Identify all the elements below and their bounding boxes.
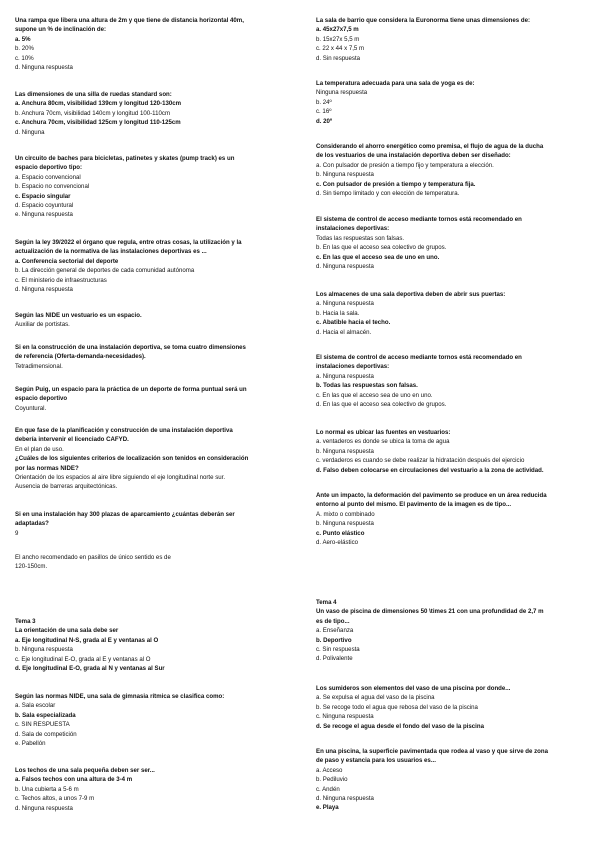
text-line: es de tipo...: [316, 617, 350, 625]
text-line: a. 5%: [15, 35, 31, 43]
text-line: a. Anchura 80cm, visibilidad 139cm y longitud 120-130cm: [15, 100, 182, 108]
text-line: Los almacenes de una sala deportiva deben de abrir sus puertas:: [316, 291, 506, 298]
text-line: En el plan de uso.: [15, 445, 64, 453]
text-line: Ninguna respuesta: [316, 89, 368, 97]
text-line: d. Sala de competición: [15, 730, 77, 738]
text-line: c. En las que el acceso sea de uno en uno.: [316, 253, 440, 261]
text-line: d. Ninguna respuesta: [316, 263, 374, 271]
question-block: [15, 16, 285, 72]
text-line: de referencia (Oferta-demanda-necesidades).: [15, 353, 146, 361]
text-line: espacio deportivo: [15, 395, 68, 403]
text-line: c. Sin respuesta: [316, 646, 360, 654]
text-line: Las dimensiones de una silla de ruedas standard son:: [15, 91, 172, 98]
text-line: Según las NIDE un vestuario es un espacio.: [15, 312, 142, 319]
text-line: c. 22 x 44 x 7,5 m: [316, 45, 365, 53]
text-line: a. Acceso: [316, 766, 343, 774]
text-line: a. Eje longitudinal N-S, grada al E y ventanas al O: [15, 636, 159, 644]
text-line: d. Ninguna respuesta: [15, 286, 73, 294]
text-line: Según Puig, un espacio para la práctica de un deporte de forma puntual será un: [15, 386, 247, 393]
question-block: [15, 385, 285, 413]
text-line: La temperatura adecuada para una sala de yoga es de:: [316, 80, 475, 87]
text-line: b. Ninguna respuesta: [316, 171, 374, 179]
question-block: [316, 79, 586, 126]
question-block: [316, 428, 586, 475]
question-block: [15, 90, 285, 137]
question-block: [15, 311, 285, 330]
text-line: Si en una instalación hay 300 plazas de aparcamiento ¿cuántas deberán ser: [15, 511, 235, 518]
text-line: 120-150cm.: [15, 563, 48, 571]
text-line: de paso y estancia para los usuarios es...: [316, 757, 436, 765]
text-line: c. Anchura 70cm, visibilidad 125cm y longitud 110-125cm: [15, 119, 181, 127]
text-line: c. Eje longitudinal E-O, grada al E y ventanas al O: [15, 655, 151, 663]
text-line: Considerando el ahorro energético como premisa, el flujo de agua de la ducha: [316, 143, 544, 150]
text-line: c. En las que el acceso sea de uno en uno.: [316, 391, 433, 399]
question-block: [15, 692, 285, 748]
text-line: c. SIN RESPUESTA: [15, 721, 70, 729]
text-line: c. 16º: [316, 108, 332, 116]
question-block: [15, 510, 285, 538]
text-line: b. Una cubierta a 5-6 m: [15, 785, 79, 793]
text-line: b. En las que el acceso sea colectivo de grupos.: [316, 244, 447, 252]
text-line: debería intervenir el licenciado CAFYD.: [15, 436, 129, 444]
text-line: c. verdaderos es cuando se debe realizar la hidratación después del ejercicio: [316, 457, 525, 465]
text-line: c. 10%: [15, 54, 34, 62]
text-line: d. Polivalente: [316, 655, 353, 663]
text-line: b. 20%: [15, 45, 34, 53]
text-line: d. Aero-elástico: [316, 539, 359, 547]
text-line: Orientación de los espacios al aire libre siguiendo el eje longitudinal norte sur.: [15, 474, 226, 482]
question-block: [316, 491, 586, 547]
text-line: adaptadas?: [15, 520, 49, 528]
text-line: d. 20º: [316, 117, 333, 125]
text-line: a. Falsos techos con una altura de 3-4 m: [15, 776, 133, 784]
text-line: Tema 3: [15, 618, 36, 625]
text-line: d. Falso deben colocarse en circulaciones del vestuario a la zona de actividad.: [316, 466, 544, 474]
text-line: d. Ninguna respuesta: [15, 804, 73, 812]
question-block: [15, 426, 285, 492]
text-line: a. Ninguna respuesta: [316, 300, 374, 308]
text-line: Todas las respuestas son falsas.: [316, 234, 405, 242]
question-block: [15, 553, 285, 572]
text-line: a. Enseñanza: [316, 627, 354, 635]
text-line: a. Espacio convencional: [15, 173, 81, 181]
question-block: [15, 238, 285, 294]
text-line: b. Sala especializada: [15, 711, 76, 719]
text-line: c. Ninguna respuesta: [316, 713, 374, 721]
text-line: c. Espacio singular: [15, 192, 71, 200]
question-block: [316, 747, 586, 813]
text-line: b. Todas las respuestas son falsas.: [316, 382, 418, 390]
text-line: d. Espacio coyuntural: [15, 202, 74, 210]
text-line: Si en la construcción de una instalación deportiva, se toma cuatro dimensiones: [15, 344, 246, 351]
text-line: d. Sin respuesta: [316, 54, 361, 62]
text-line: d. Se recoge el agua desde el fondo del vaso de la piscina: [316, 722, 484, 730]
text-line: Lo normal es ubicar las fuentes en vestuarios:: [316, 429, 451, 436]
text-line: b. Se recoge todo el agua que rebosa del vaso de la piscina: [316, 703, 478, 711]
text-line: d. Ninguna respuesta: [15, 64, 73, 72]
text-line: c. Techos altos, a unos 7-9 m: [15, 795, 95, 803]
text-line: a. Conferencia sectorial del deporte: [15, 257, 119, 265]
text-line: La orientación de una sala debe ser: [15, 627, 119, 635]
text-line: por las normas NIDE?: [15, 464, 79, 472]
text-line: d. Ninguna: [15, 128, 45, 136]
text-line: b. 24º: [316, 98, 332, 106]
question-block: [15, 154, 285, 220]
text-line: instalaciones deportivas:: [316, 363, 390, 371]
text-line: La sala de barrio que considera la Euronorma tiene unas dimensiones de:: [316, 17, 531, 24]
text-line: c. El ministerio de infraestructuras: [15, 276, 107, 284]
question-block: [316, 215, 586, 271]
text-line: Una rampa que libera una altura de 2m y que tiene de distancia horizontal 40m,: [15, 17, 244, 24]
text-line: El sistema de control de acceso mediante tornos está recomendado en: [316, 354, 522, 361]
text-line: actualización de la normativa de las instalaciones deportivas es ...: [15, 248, 207, 256]
text-line: b. Hacia la sala.: [316, 309, 360, 317]
text-line: c. Con pulsador de presión a tiempo y temperatura fija.: [316, 180, 476, 188]
text-line: a. Ninguna respuesta: [316, 372, 374, 380]
text-line: b. Anchura 70cm, visibilidad 140cm y longitud 100-110cm: [15, 109, 171, 117]
question-block: [316, 290, 586, 337]
text-line: e. Playa: [316, 804, 339, 812]
question-block: [316, 142, 586, 198]
text-line: a. ventaderos es donde se ubica la toma de agua: [316, 438, 450, 446]
text-line: A. mixto o combinado: [316, 510, 375, 518]
text-line: c. Abatible hacia el techo.: [316, 319, 391, 327]
text-line: espacio deportivo tipo:: [15, 164, 83, 172]
text-line: b. 15x27x 5,5 m: [316, 35, 360, 43]
question-block: [15, 343, 285, 371]
text-line: b. Ninguna respuesta: [316, 520, 374, 528]
text-line: d. Ninguna respuesta: [316, 795, 374, 803]
question-block: [316, 684, 586, 731]
text-line: b. Pediluvio: [316, 776, 348, 784]
text-line: Los sumideros son elementos del vaso de una piscina por donde...: [316, 685, 511, 692]
text-line: Ausencia de barreras arquitectónicas.: [15, 483, 118, 491]
question-block: [15, 766, 285, 813]
text-line: Según las normas NIDE, una sala de gimnasia rítmica se clasifica como:: [15, 693, 225, 700]
text-line: Tema 4: [316, 599, 337, 606]
text-line: Coyuntural.: [15, 404, 47, 412]
text-line: b. Ninguna respuesta: [15, 646, 73, 654]
text-line: d. Sin tiempo limitado y con elección de temperatura.: [316, 190, 460, 198]
text-line: instalaciones deportivas:: [316, 225, 390, 233]
text-line: e. Ninguna respuesta: [15, 211, 73, 219]
question-block: [316, 598, 586, 664]
text-line: Los techos de una sala pequeña deben ser ser...: [15, 767, 155, 774]
question-block: [316, 353, 586, 409]
text-line: Un circuito de baches para bicicletas, patinetes y skates (pump track) es un: [15, 155, 235, 162]
text-line: supone un % de inclinación de:: [15, 26, 107, 34]
text-line: En una piscina, la superficie pavimentada que rodea al vaso y que sirve de zona: [316, 748, 548, 755]
text-line: de los vestuarios de una instalación deportiva deben ser diseñado:: [316, 152, 511, 160]
text-line: c. Punto elástico: [316, 529, 365, 537]
question-block: [316, 16, 586, 63]
text-line: c. Andén: [316, 785, 340, 793]
text-line: Tetradimensional.: [15, 362, 63, 370]
text-line: d. Hacia el almacén.: [316, 328, 372, 336]
text-line: Ante un impacto, la deformación del pavimento se produce en un área reducida: [316, 492, 547, 499]
text-line: a. Se expulsa el agua del vaso de la piscina: [316, 694, 435, 702]
text-line: b. Espacio no convencional: [15, 183, 90, 191]
text-line: Un vaso de piscina de dimensiones 50 \times 21 con una profundidad de 2,7 m: [316, 608, 544, 616]
text-line: e. Pabellón: [15, 740, 46, 748]
text-line: entorno al punto del mismo. El pavimento de la imagen es de tipo...: [316, 501, 512, 509]
text-line: b. Deportivo: [316, 636, 352, 644]
text-line: ¿Cuáles de los siguientes criterios de localización son tenidos en consideración: [15, 455, 249, 463]
text-line: a. Con pulsador de presión a tiempo fijo y temperatura a elección.: [316, 161, 494, 169]
text-line: El ancho recomendado en pasillos de único sentido es de: [15, 554, 171, 561]
text-line: Según la ley 39/2022 el órgano que regula, entre otras cosas, la utilización y la: [15, 239, 242, 246]
text-line: a. Sala escolar: [15, 702, 56, 710]
text-line: Auxiliar de portistas.: [15, 321, 70, 329]
text-line: a. 45x27x7,5 m: [316, 26, 359, 34]
text-line: En que fase de la planificación y construcción de una instalación deportiva: [15, 427, 233, 434]
text-line: El sistema de control de acceso mediante tornos está recomendado en: [316, 216, 522, 223]
question-block: [15, 617, 285, 673]
text-line: b. La dirección general de deportes de cada comunidad autónoma: [15, 267, 195, 275]
text-line: 9: [15, 529, 19, 537]
text-line: d. Eje longitudinal E-O, grada al N y ventanas al Sur: [15, 665, 165, 673]
text-line: b. Ninguna respuesta: [316, 447, 374, 455]
text-line: d. En las que el acceso sea colectivo de grupos.: [316, 401, 447, 409]
